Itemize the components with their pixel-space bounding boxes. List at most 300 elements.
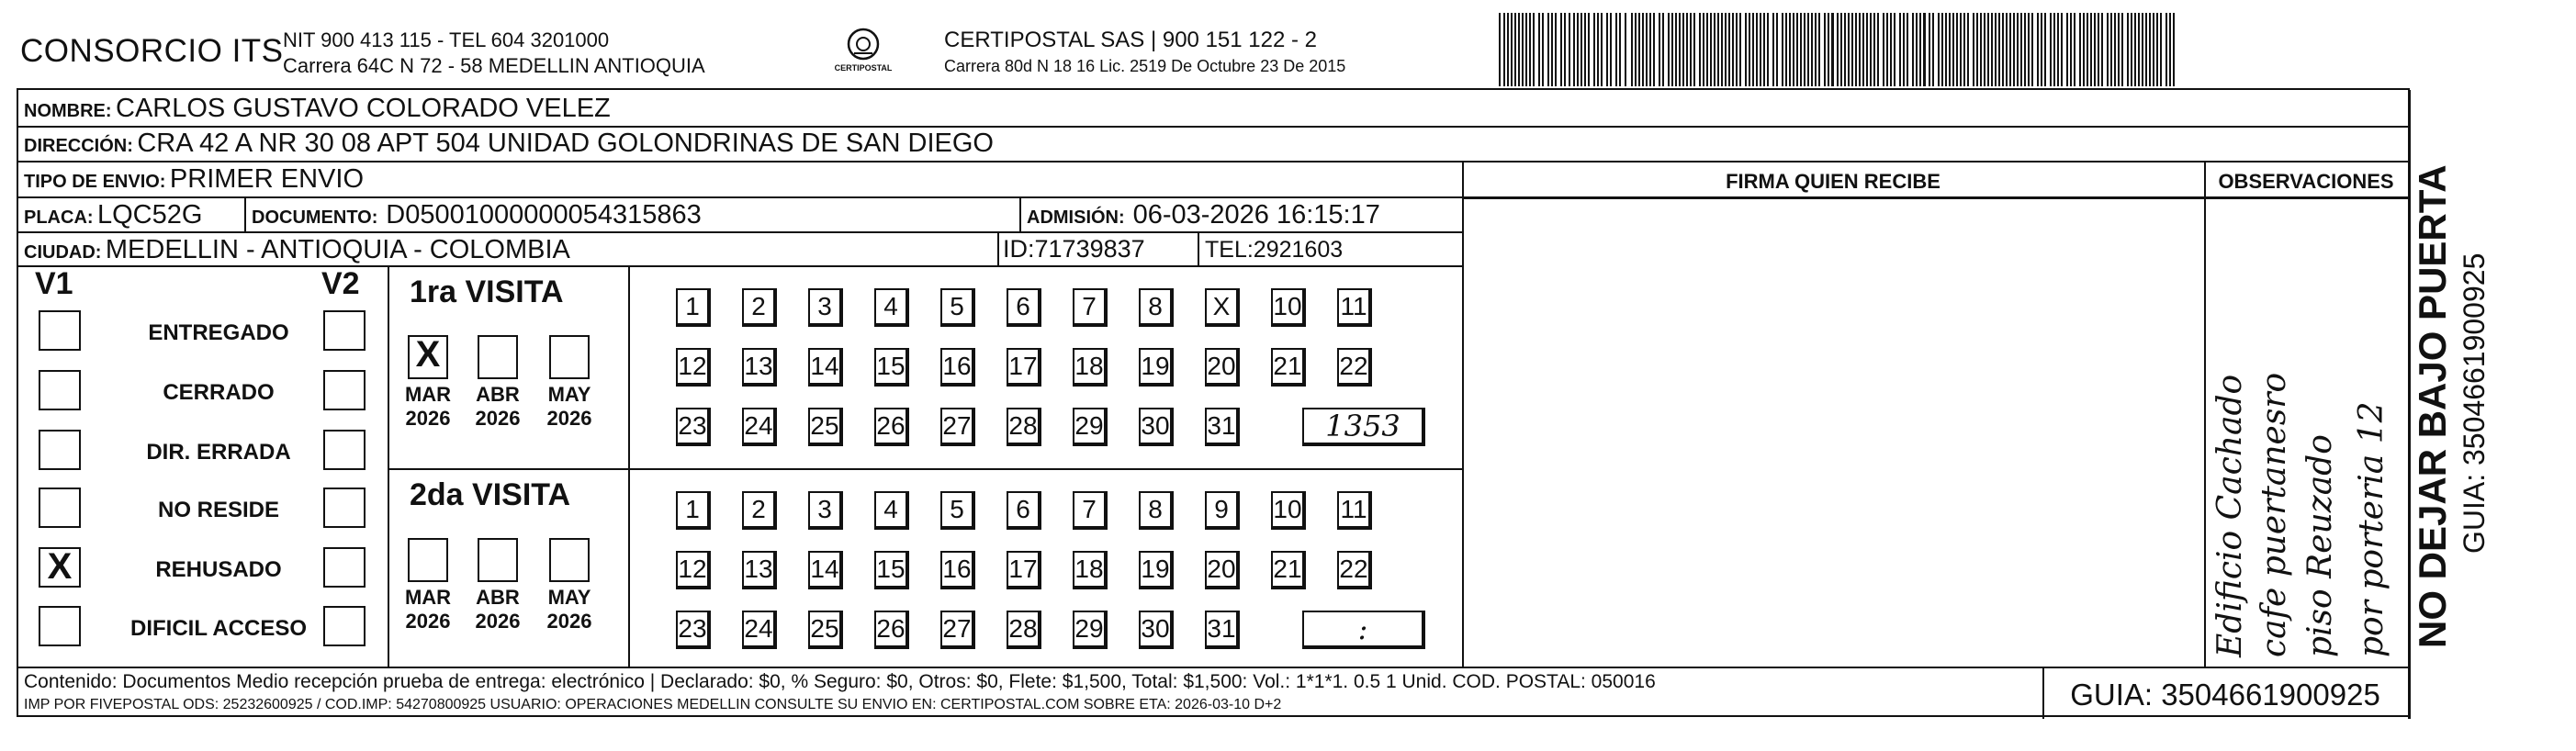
- visit-day-box[interactable]: 11: [1337, 288, 1372, 327]
- nombre-label: NOMBRE:: [24, 101, 112, 121]
- barcode-bar: [1547, 13, 1549, 86]
- barcode-bar: [1679, 13, 1681, 86]
- barcode-bar: [1518, 13, 1520, 86]
- barcode-bar: [1963, 13, 1965, 86]
- visit-day-box[interactable]: 26: [874, 611, 909, 649]
- visit-day-box[interactable]: 6: [1007, 288, 1041, 327]
- status-v2-checkbox[interactable]: [323, 310, 366, 351]
- carrier-address: Carrera 80d N 18 16 Lic. 2519 De Octubre 23 De 2015: [944, 57, 1346, 75]
- visit-day-box[interactable]: 1: [676, 288, 711, 327]
- nombre-value: CARLOS GUSTAVO COLORADO VELEZ: [116, 94, 611, 123]
- visit-month-label: [399, 586, 457, 633]
- visit-day-box[interactable]: 20: [1205, 348, 1240, 387]
- barcode-bar: [1998, 13, 2000, 86]
- visit-title: 1ra VISITA: [410, 275, 564, 309]
- barcode-bar: [2079, 13, 2081, 86]
- barcode-bar: [2037, 13, 2039, 86]
- visit-day-box[interactable]: 13: [742, 348, 777, 387]
- barcode-bar: [1693, 13, 1695, 86]
- barcode-bar: [1525, 13, 1527, 86]
- side-guia: GUIA: 3504661900925: [2458, 252, 2491, 554]
- barcode-bar: [1984, 13, 1985, 86]
- barcode-bar: [2028, 13, 2030, 86]
- visit-day-box[interactable]: 16: [940, 348, 975, 387]
- barcode-bar: [1851, 13, 1853, 86]
- barcode-bar: [1967, 13, 1969, 86]
- company-info: [283, 28, 705, 79]
- barcode-bar: [1675, 13, 1677, 86]
- barcode-bar: [1848, 13, 1850, 86]
- barcode-bar: [2131, 13, 2132, 86]
- visit-day-box[interactable]: 10: [1271, 491, 1306, 530]
- barcode-bar: [1800, 13, 1802, 86]
- barcode-bar: [1507, 13, 1509, 86]
- visit-day-box[interactable]: 29: [1073, 408, 1108, 446]
- barcode-bar: [2013, 13, 2015, 86]
- visit-day-box[interactable]: 19: [1139, 551, 1174, 589]
- admision-row: [1027, 200, 1380, 230]
- status-label: NO RESIDE: [157, 498, 280, 522]
- visit-day-box[interactable]: 15: [874, 348, 909, 387]
- barcode-bar: [2145, 13, 2147, 86]
- barcode-bar: [2020, 13, 2022, 86]
- visit-day-box[interactable]: 28: [1007, 611, 1041, 649]
- barcode-bar: [1929, 13, 1930, 86]
- documento-value: D05001000000054315863: [386, 200, 702, 230]
- barcode-bar: [1601, 13, 1603, 86]
- company-name: CONSORCIO ITS: [20, 33, 284, 69]
- barcode-bar: [1745, 13, 1747, 86]
- barcode-bar: [1631, 13, 1633, 86]
- barcode-bar: [1952, 13, 1954, 86]
- barcode-bar: [1710, 13, 1712, 86]
- barcode-bar: [1991, 13, 1993, 86]
- barcode-bar: [1859, 13, 1861, 86]
- visit-day-box[interactable]: 28: [1007, 408, 1041, 446]
- barcode-bar: [2050, 13, 2052, 86]
- barcode-bar: [1653, 13, 1655, 86]
- observaciones-header: OBSERVACIONES: [2218, 170, 2394, 193]
- barcode-bar: [2118, 13, 2120, 86]
- barcode-bar: [1886, 13, 1888, 86]
- barcode-bar: [1699, 13, 1701, 86]
- tel-label: TEL:: [1205, 237, 1254, 263]
- status-label: CERRADO: [163, 380, 275, 405]
- barcode-bar: [1956, 13, 1958, 86]
- month-year: 2026: [475, 610, 521, 633]
- barcode-bar: [1831, 13, 1834, 86]
- visit-day-box[interactable]: 3: [808, 288, 843, 327]
- barcode-bar: [1815, 13, 1817, 86]
- month-name: MAY: [547, 586, 591, 609]
- ciudad-value: MEDELLIN - ANTIOQUIA - COLOMBIA: [105, 235, 570, 264]
- barcode-bar: [1588, 13, 1590, 86]
- status-label: ENTREGADO: [148, 320, 289, 345]
- barcode-bar: [1894, 13, 1895, 86]
- barcode-bar: [2090, 13, 2092, 86]
- barcode-bar: [2098, 13, 2099, 86]
- visit-day-box[interactable]: 8: [1139, 491, 1174, 530]
- visit-day-box[interactable]: 17: [1007, 348, 1041, 387]
- barcode-bar: [1855, 13, 1857, 86]
- visit-day-box[interactable]: 30: [1139, 408, 1174, 446]
- barcode-bar: [1945, 13, 1947, 86]
- barcode-bar: [2101, 13, 2103, 86]
- visit-month-checkbox[interactable]: [408, 538, 448, 582]
- month-name: MAR: [404, 383, 452, 406]
- barcode-bar: [1987, 13, 1989, 86]
- barcode-bar: [1610, 13, 1612, 86]
- barcode-bar: [2053, 13, 2055, 86]
- footer-guia: GUIA: 3504661900925: [2070, 678, 2380, 712]
- month-name: ABR: [476, 383, 520, 406]
- status-label: DIR. ERRADA: [146, 440, 291, 465]
- barcode-bar: [2057, 13, 2059, 86]
- barcode-bar: [1923, 13, 1926, 86]
- barcode-bar: [1862, 13, 1864, 86]
- id-row: [1003, 235, 1145, 263]
- barcode-bar: [1503, 13, 1505, 86]
- documento-label: DOCUMENTO:: [252, 207, 378, 228]
- visit-day-box[interactable]: 23: [676, 408, 711, 446]
- month-year: 2026: [546, 610, 592, 633]
- barcode-bar: [1529, 13, 1531, 86]
- barcode-bar: [1638, 13, 1640, 86]
- ciudad-row: [24, 235, 570, 265]
- ciudad-label: CIUDAD:: [24, 242, 102, 263]
- barcode-bar: [1736, 13, 1738, 86]
- barcode-bar: [1807, 13, 1809, 86]
- visit-day-box[interactable]: 29: [1073, 611, 1108, 649]
- visit-day-box[interactable]: 15: [874, 551, 909, 589]
- barcode-bar: [1938, 13, 1940, 86]
- barcode-bar: [1941, 13, 1943, 86]
- visit-day-box[interactable]: 7: [1073, 288, 1108, 327]
- visit-day-box[interactable]: 11: [1337, 491, 1372, 530]
- visit-day-box[interactable]: 4: [874, 491, 909, 530]
- barcode-bar: [1960, 13, 1962, 86]
- visit-day-box[interactable]: 8: [1139, 288, 1174, 327]
- barcode-bar: [2142, 13, 2143, 86]
- barcode-bar: [1789, 13, 1791, 86]
- barcode-bar: [1776, 13, 1778, 86]
- barcode-bar: [2173, 13, 2175, 86]
- barcode-bar: [2041, 13, 2042, 86]
- visit-day-box[interactable]: 3: [808, 491, 843, 530]
- barcode-bar: [1538, 13, 1540, 86]
- barcode-bar: [2134, 13, 2136, 86]
- visit-day-box[interactable]: 21: [1271, 348, 1306, 387]
- barcode-bar: [1646, 13, 1648, 86]
- observacion-line: piso Reuzado: [2301, 434, 2339, 657]
- month-year: 2026: [475, 407, 521, 430]
- barcode-bar: [1818, 13, 1820, 86]
- barcode-bar: [1890, 13, 1892, 86]
- direccion-value: CRA 42 A NR 30 08 APT 504 UNIDAD GOLONDRINAS DE SAN DIEGO: [137, 129, 994, 158]
- barcode-bar: [1932, 13, 1934, 86]
- barcode-bar: [2114, 13, 2116, 86]
- visit-day-box[interactable]: 6: [1007, 491, 1041, 530]
- barcode-bar: [1899, 13, 1901, 86]
- barcode-bar: [2127, 13, 2129, 86]
- barcode-bar: [1870, 13, 1872, 86]
- visit-day-box[interactable]: 21: [1271, 551, 1306, 589]
- visit-month-label: [540, 383, 599, 431]
- month-year: 2026: [405, 610, 451, 633]
- carrier-logo-text: CERTIPOSTAL: [834, 63, 893, 73]
- visit-day-box[interactable]: 24: [742, 611, 777, 649]
- barcode-bar: [2006, 13, 2008, 86]
- nit-line: NIT 900 413 115 - TEL 604 3201000: [283, 28, 610, 51]
- barcode-bar: [1625, 13, 1626, 86]
- visit-day-box[interactable]: 20: [1205, 551, 1240, 589]
- barcode-bar: [1615, 13, 1617, 86]
- barcode-bar: [2156, 13, 2158, 86]
- barcode-bar: [1767, 13, 1769, 86]
- status-v1-checkbox[interactable]: [39, 606, 81, 646]
- tipo-row: [24, 164, 364, 195]
- visit-day-box[interactable]: 18: [1073, 551, 1108, 589]
- status-v1-checkbox[interactable]: [39, 430, 81, 470]
- visit-day-box[interactable]: 12: [676, 348, 711, 387]
- visit-day-box[interactable]: 5: [940, 491, 975, 530]
- barcode-bar: [2138, 13, 2140, 86]
- visit-day-box[interactable]: 26: [874, 408, 909, 446]
- tel-value: 2921603: [1253, 237, 1344, 263]
- barcode-bar: [1690, 13, 1692, 86]
- barcode-bar: [1668, 13, 1670, 86]
- month-name: MAR: [404, 586, 452, 609]
- visit-day-box[interactable]: 2: [742, 288, 777, 327]
- visit-day-box[interactable]: 13: [742, 551, 777, 589]
- visit-day-box[interactable]: 9: [1205, 491, 1240, 530]
- barcode-bar: [1577, 13, 1579, 86]
- visit-month-label: [540, 586, 599, 633]
- status-v2-checkbox[interactable]: [323, 370, 366, 410]
- status-v1-checkbox[interactable]: [39, 370, 81, 410]
- barcode-bar: [2017, 13, 2019, 86]
- barcode-bar: [2074, 13, 2075, 86]
- visit-day-box[interactable]: 14: [808, 551, 843, 589]
- barcode-bar: [1973, 13, 1974, 86]
- barcode-bar: [2044, 13, 2046, 86]
- barcode-bar: [1883, 13, 1884, 86]
- barcode-bar: [1714, 13, 1715, 86]
- visit-day-box[interactable]: 16: [940, 551, 975, 589]
- barcode-bar: [1706, 13, 1708, 86]
- status-v2-checkbox[interactable]: [323, 606, 366, 646]
- barcode-bar: [1573, 13, 1575, 86]
- barcode-bar: [2002, 13, 2004, 86]
- visit-day-box[interactable]: 31: [1205, 408, 1240, 446]
- visit-month-checkbox[interactable]: X: [408, 335, 448, 379]
- barcode-bar: [1533, 13, 1535, 86]
- barcode-bar: [2070, 13, 2072, 86]
- barcode-bar: [2009, 13, 2011, 86]
- barcode-bar: [2107, 13, 2109, 86]
- direccion-row: [24, 129, 994, 159]
- id-value: 71739837: [1034, 235, 1145, 263]
- status-v1-checkbox[interactable]: [39, 310, 81, 351]
- barcode-bar: [1873, 13, 1875, 86]
- barcode-bar: [1824, 13, 1826, 86]
- barcode-bar: [1919, 13, 1921, 86]
- barcode-bar: [1560, 13, 1562, 86]
- placa-row: [24, 200, 202, 230]
- shipping-form: [17, 88, 2410, 717]
- visit-day-box[interactable]: 31: [1205, 611, 1240, 649]
- barcode-bar: [1907, 13, 1908, 86]
- barcode-bar: [2153, 13, 2154, 86]
- status-v2-checkbox[interactable]: [323, 547, 366, 588]
- visit-day-box[interactable]: 1: [676, 491, 711, 530]
- barcode-bar: [1980, 13, 1982, 86]
- v2-label: V2: [321, 266, 360, 301]
- observaciones-area[interactable]: [2206, 200, 2406, 665]
- side-warning: NO DEJAR BAJO PUERTA: [2411, 164, 2454, 648]
- tipo-value: PRIMER ENVIO: [169, 164, 365, 194]
- barcode-bar: [1686, 13, 1688, 86]
- visit-month-label: [468, 383, 527, 431]
- visit-month-label: [399, 383, 457, 431]
- month-year: 2026: [405, 407, 451, 430]
- barcode-bar: [1717, 13, 1719, 86]
- barcode-bar: [1796, 13, 1798, 86]
- observacion-line: por porteria 12: [2353, 401, 2390, 657]
- barcode-bar: [1649, 13, 1651, 86]
- barcode-bar: [1662, 13, 1664, 86]
- visit-day-box[interactable]: 27: [940, 408, 975, 446]
- barcode-bar: [1551, 13, 1553, 86]
- visit-day-box[interactable]: 27: [940, 611, 975, 649]
- visit-day-box[interactable]: 30: [1139, 611, 1174, 649]
- barcode-bar: [1772, 13, 1774, 86]
- tipo-label: TIPO DE ENVIO:: [24, 172, 166, 192]
- status-v2-checkbox[interactable]: [323, 488, 366, 528]
- visit-day-box[interactable]: 19: [1139, 348, 1174, 387]
- barcode-bar: [1756, 13, 1758, 86]
- carrier-logo-icon: [845, 26, 882, 62]
- visit-day-box[interactable]: 12: [676, 551, 711, 589]
- barcode-bar: [2024, 13, 2026, 86]
- barcode-bar: [2165, 13, 2167, 86]
- carrier-logo: [827, 26, 900, 73]
- documento-row: [252, 200, 702, 230]
- v1-label: V1: [35, 266, 73, 301]
- barcode-bar: [2160, 13, 2162, 86]
- barcode-bar: [1555, 13, 1557, 86]
- visit-day-box[interactable]: 2: [742, 491, 777, 530]
- barcode-bar: [2110, 13, 2112, 86]
- barcode-bar: [1659, 13, 1660, 86]
- barcode-bar: [1739, 13, 1741, 86]
- visit-day-box[interactable]: 18: [1073, 348, 1108, 387]
- visit-day-box[interactable]: 4: [874, 288, 909, 327]
- placa-label: PLACA:: [24, 207, 94, 228]
- visit-day-box[interactable]: 23: [676, 611, 711, 649]
- status-v1-checkbox[interactable]: [39, 488, 81, 528]
- barcode-bar: [1811, 13, 1813, 86]
- signature-area[interactable]: [1464, 200, 2202, 665]
- barcode-bar: [1732, 13, 1734, 86]
- barcode-bar: [1584, 13, 1586, 86]
- status-label: DIFICIL ACCESO: [129, 616, 307, 641]
- visit-day-box[interactable]: 14: [808, 348, 843, 387]
- barcode-bar: [2149, 13, 2151, 86]
- barcode-bar: [1522, 13, 1524, 86]
- visit-month-label: [468, 586, 527, 633]
- visit-day-box[interactable]: 25: [808, 611, 843, 649]
- barcode-bar: [1760, 13, 1761, 86]
- footer-imp: IMP POR FIVEPOSTAL ODS: 25232600925 / COD.IMP: 54270800925 USUARIO: OPERACIONES MEDELLIN CONSULTE SU ENVIO EN: CERTIPOSTAL.COM SOBRE ETA: 2026-03-10 D+2: [24, 697, 1282, 712]
- carrier-line: CERTIPOSTAL SAS | 900 151 122 - 2: [944, 28, 1317, 52]
- barcode-bar: [2087, 13, 2088, 86]
- visit-time-box[interactable]: :: [1302, 611, 1425, 649]
- visit-day-box[interactable]: 10: [1271, 288, 1306, 327]
- visit-month-checkbox[interactable]: [549, 335, 590, 379]
- observacion-line: cafe puertanesro: [2255, 372, 2293, 657]
- visit-day-box[interactable]: 5: [940, 288, 975, 327]
- status-v1-checkbox[interactable]: X: [39, 547, 81, 588]
- barcode-bar: [1804, 13, 1805, 86]
- barcode-bar: [1597, 13, 1599, 86]
- barcode-bar: [1511, 13, 1513, 86]
- barcode-bar: [2066, 13, 2068, 86]
- barcode-bar: [1763, 13, 1765, 86]
- visit-day-box[interactable]: 22: [1337, 551, 1372, 589]
- barcode-bar: [1725, 13, 1727, 86]
- barcode-bar: [1828, 13, 1829, 86]
- carrier-info: [944, 28, 1345, 76]
- visit-month-checkbox[interactable]: [478, 335, 518, 379]
- firma-header: FIRMA QUIEN RECIBE: [1726, 170, 1940, 193]
- barcode-bar: [1903, 13, 1905, 86]
- barcode-bar: [1844, 13, 1846, 86]
- barcode-bar: [1752, 13, 1754, 86]
- visit-day-box[interactable]: 7: [1073, 491, 1108, 530]
- barcode-bar: [1642, 13, 1644, 86]
- barcode-bar: [1499, 13, 1501, 86]
- visit-day-box[interactable]: X: [1205, 288, 1240, 327]
- visit-month-checkbox[interactable]: [549, 538, 590, 582]
- placa-value: LQC52G: [97, 200, 203, 230]
- barcode-bar: [2061, 13, 2063, 86]
- barcode-bar: [1782, 13, 1783, 86]
- visit-month-checkbox[interactable]: [478, 538, 518, 582]
- visit-day-box[interactable]: 24: [742, 408, 777, 446]
- barcode-bar: [1877, 13, 1879, 86]
- visit-time-box[interactable]: 1353: [1302, 408, 1425, 446]
- barcode-bar: [1793, 13, 1794, 86]
- barcode-bar: [1721, 13, 1723, 86]
- barcode-bar: [1564, 13, 1566, 86]
- barcode-bar: [2094, 13, 2096, 86]
- nombre-row: [24, 94, 611, 124]
- visit-day-box[interactable]: 25: [808, 408, 843, 446]
- barcode-bar: [1728, 13, 1730, 86]
- visit-day-box[interactable]: 17: [1007, 551, 1041, 589]
- id-label: ID:: [1003, 235, 1035, 263]
- status-v2-checkbox[interactable]: [323, 430, 366, 470]
- barcode-bar: [1703, 13, 1704, 86]
- visit-day-box[interactable]: 22: [1337, 348, 1372, 387]
- admision-value: 06-03-2026 16:15:17: [1132, 200, 1380, 230]
- barcode-bar: [1671, 13, 1673, 86]
- observacion-line: Edificio Cachado: [2211, 374, 2249, 657]
- barcode-bar: [2031, 13, 2033, 86]
- barcode-bar: [1916, 13, 1918, 86]
- barcode-bar: [1542, 13, 1544, 86]
